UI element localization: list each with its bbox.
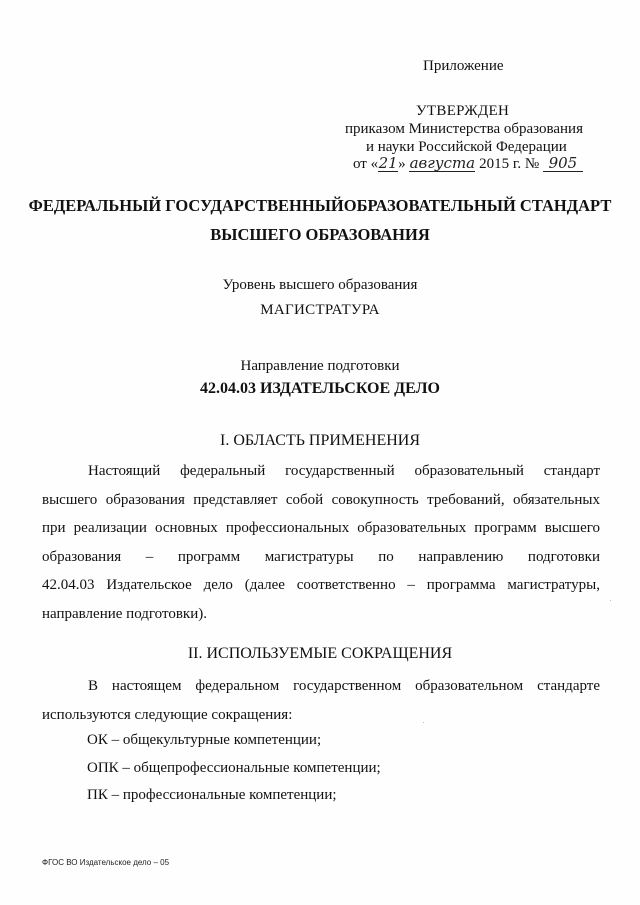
- handwritten-month: августа: [409, 154, 476, 172]
- section-2-heading: II. ИСПОЛЬЗУЕМЫЕ СОКРАЩЕНИЯ: [187, 645, 453, 662]
- date-prefix: от «: [353, 156, 379, 172]
- document-title-line-2: ВЫСШЕГО ОБРАЗОВАНИЯ: [210, 225, 430, 244]
- order-line-2: и науки Российской Федерации: [366, 139, 567, 155]
- page-footer: ФГОС ВО Издательское дело – 05: [42, 858, 170, 867]
- order-date-line: [353, 156, 583, 173]
- appendix-label: Приложение: [423, 58, 504, 74]
- date-mid: »: [398, 156, 410, 172]
- education-level-label: Уровень высшего образования: [222, 277, 418, 293]
- paragraph-line: Настоящий федеральный государственный образовательный стандарт: [88, 463, 600, 479]
- section-1-paragraph: [42, 457, 600, 628]
- scan-speck: [423, 722, 424, 723]
- section-1-heading: I. ОБЛАСТЬ ПРИМЕНЕНИЯ: [219, 432, 421, 449]
- direction-label: Направление подготовки: [240, 358, 400, 374]
- paragraph-line: высшего образования представляет собой совокупность требований, обязательных: [42, 491, 600, 508]
- approved-label: УТВЕРЖДЕН: [416, 103, 510, 119]
- abbreviation-item: ПК – профессиональные компетенции;: [87, 787, 337, 803]
- paragraph-line: В настоящем федеральном государственном образовательном стандарте: [88, 678, 600, 694]
- abbreviation-item: ОК – общекультурные компетенции;: [87, 732, 322, 748]
- paragraph-line: используются следующие сокращения:: [42, 706, 293, 723]
- year-part: 2015 г. №: [475, 156, 543, 172]
- paragraph-line: образования – программ магистратуры по направлению подготовки: [42, 548, 600, 565]
- document-title-line-1: ФЕДЕРАЛЬНЫЙ ГОСУДАРСТВЕННЫЙОБРАЗОВАТЕЛЬНЫЙ СТАНДАРТ: [28, 196, 612, 215]
- paragraph-line: при реализации основных профессиональных образовательных программ высшего: [42, 520, 600, 536]
- paragraph-line: направление подготовки).: [42, 605, 207, 622]
- scan-speck: [610, 600, 611, 601]
- direction-value: 42.04.03 ИЗДАТЕЛЬСКОЕ ДЕЛО: [199, 380, 440, 397]
- paragraph-line: 42.04.03 Издательское дело (далее соответственно – программа магистратуры,: [42, 577, 600, 593]
- education-level-value: МАГИСТРАТУРА: [260, 302, 380, 318]
- handwritten-day: 21: [378, 154, 398, 172]
- abbreviation-item: ОПК – общепрофессиональные компетенции;: [87, 760, 381, 776]
- section-2-intro: [42, 672, 600, 729]
- order-line-1: приказом Министерства образования: [345, 121, 583, 137]
- handwritten-number: 905: [543, 156, 583, 172]
